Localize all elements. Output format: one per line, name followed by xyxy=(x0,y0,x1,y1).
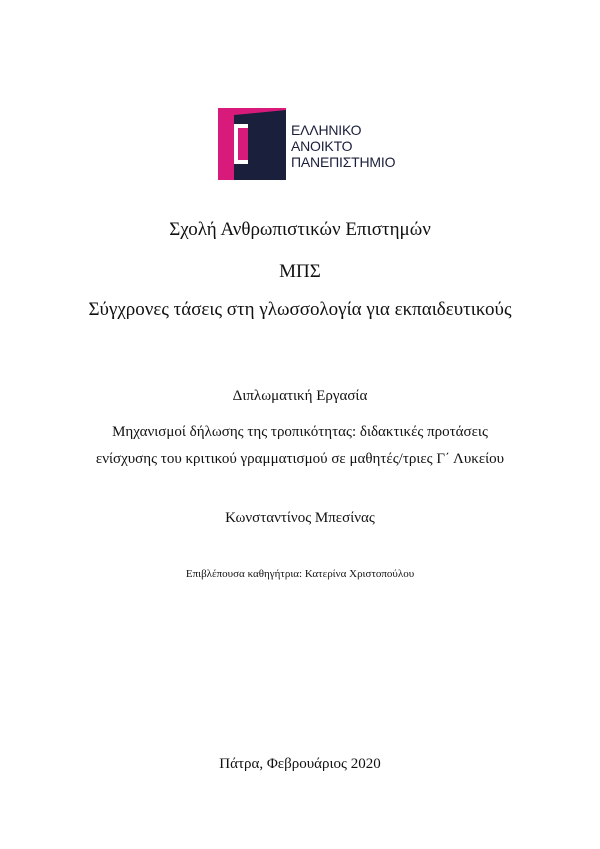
thesis-type: Διπλωματική Εργασία xyxy=(232,388,368,404)
thesis-title-line-2: ενίσχυσης του κριτικού γραμματισμού σε μαθητές/τριες Γ΄ Λυκείου xyxy=(95,451,505,467)
place-date: Πάτρα, Φεβρουάριος 2020 xyxy=(219,756,381,772)
logo-wordmark xyxy=(291,122,395,170)
logo-mark-icon xyxy=(218,108,286,180)
author-name: Κωνσταντίνος Μπεσίνας xyxy=(225,510,375,526)
program-code: ΜΠΣ xyxy=(279,261,321,282)
program-name: Σύγχρονες τάσεις στη γλωσσολογία για εκπαιδευτικούς xyxy=(88,299,512,320)
thesis-title-line-1: Μηχανισμοί δήλωσης της τροπικότητας: διδακτικές προτάσεις xyxy=(112,424,488,440)
logo-line-2: ΑΝΟΙΚΤΟ xyxy=(291,138,353,154)
logo-line-3: ΠΑΝΕΠΙΣΤΗΜΙΟ xyxy=(291,154,396,170)
logo-line-1: ΕΛΛΗΝΙΚΟ xyxy=(291,122,362,138)
school-name: Σχολή Ανθρωπιστικών Επιστημών xyxy=(169,219,431,240)
university-logo xyxy=(218,108,408,182)
supervisor-line: Επιβλέπουσα καθηγήτρια: Κατερίνα Χριστοπούλου xyxy=(185,568,415,580)
